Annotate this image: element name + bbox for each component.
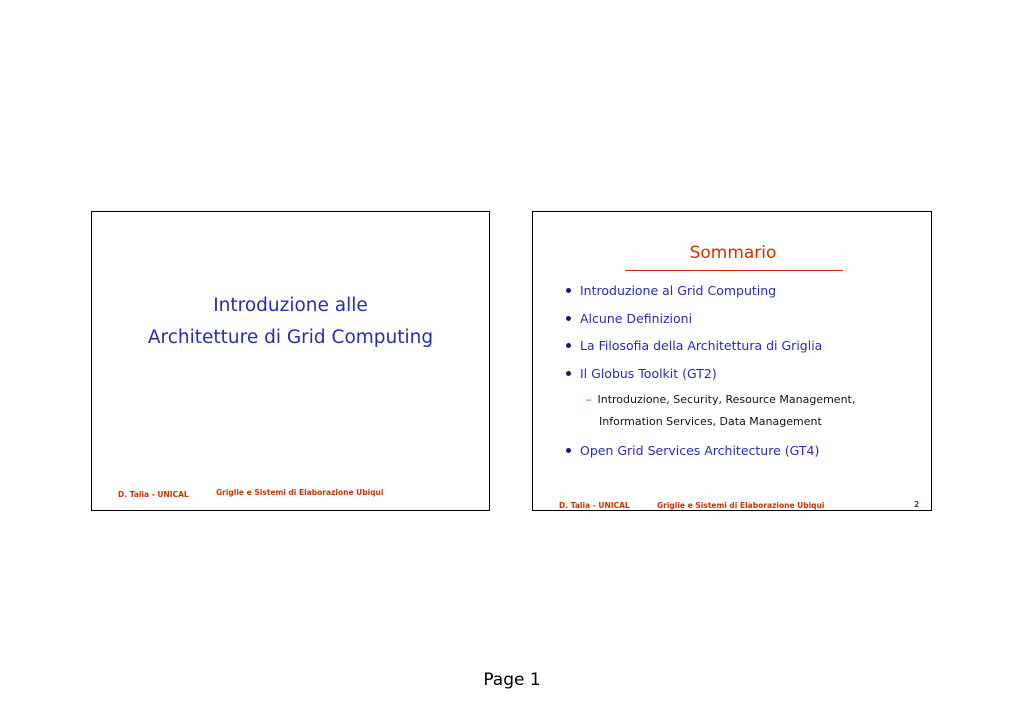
- slide-2-title-underline: [625, 270, 843, 271]
- bullet-dot-icon: [566, 448, 571, 453]
- page-label: Page 1: [483, 670, 541, 690]
- bullet-dot-icon: [566, 371, 571, 376]
- slide-2-page-number: 2: [914, 500, 920, 509]
- bullet-item: [566, 338, 822, 354]
- bullet-item: [566, 443, 819, 459]
- slide-2-footer-course: Griglie e Sistemi di Elaborazione Ubiqui: [657, 501, 825, 510]
- bullet-text: Open Grid Services Architecture (GT4): [580, 443, 820, 458]
- bullet-text: La Filosofia della Architettura di Griglia: [580, 338, 823, 353]
- slide-2-title: Sommario: [689, 243, 777, 263]
- bullet-item: [566, 366, 717, 382]
- bullet-item: [566, 311, 692, 327]
- slide-1-title-line-2: Architetture di Grid Computing: [147, 327, 434, 348]
- bullet-dot-icon: [566, 288, 571, 293]
- sub-item-text: Introduzione, Security, Resource Management,: [597, 393, 856, 406]
- slide-1: [91, 211, 490, 511]
- slide-2: [532, 211, 932, 511]
- slide-2-footer-author: D. Talia - UNICAL: [559, 501, 630, 510]
- bullet-text: Alcune Definizioni: [580, 311, 693, 326]
- slide-1-title-line-1: Introduzione alle: [213, 295, 368, 316]
- bullet-text: Introduzione al Grid Computing: [580, 283, 777, 298]
- bullet-dot-icon: [566, 343, 571, 348]
- sub-item: [586, 389, 855, 411]
- sub-item-continuation: [599, 411, 822, 433]
- slide-1-footer-course: Griglie e Sistemi di Elaborazione Ubiqui: [216, 488, 384, 497]
- slide-1-footer-author: D. Talia - UNICAL: [118, 490, 189, 499]
- dash-icon: –: [586, 393, 592, 406]
- bullet-dot-icon: [566, 316, 571, 321]
- bullet-text: Il Globus Toolkit (GT2): [580, 366, 717, 381]
- bullet-item: [566, 283, 776, 299]
- sub-item-text: Information Services, Data Management: [599, 415, 822, 428]
